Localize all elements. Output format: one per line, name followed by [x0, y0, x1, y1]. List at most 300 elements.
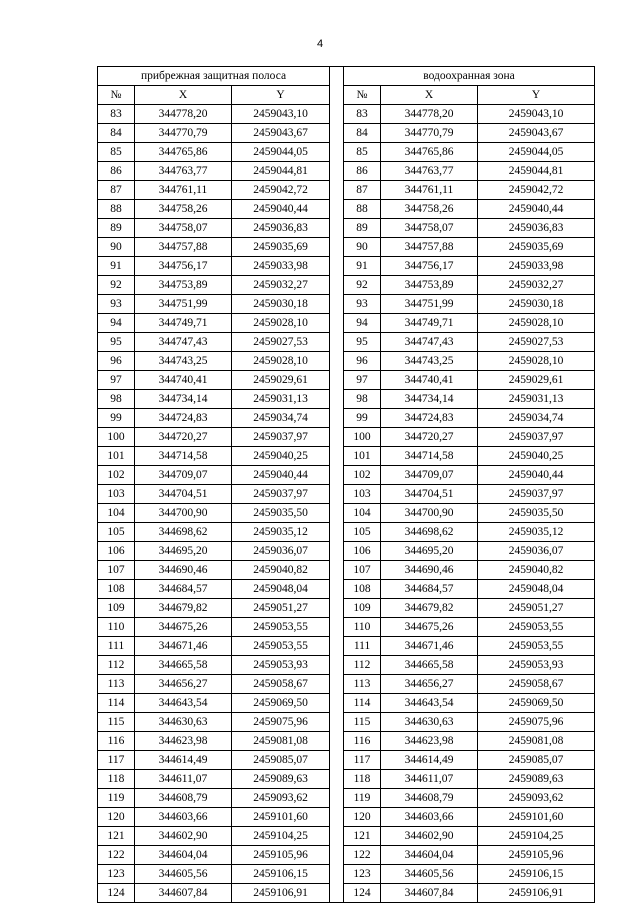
left-x-value: 344749,71 [135, 314, 232, 333]
right-y-value: 2459034,74 [478, 409, 595, 428]
right-y-value: 2459069,50 [478, 694, 595, 713]
table-row [98, 675, 595, 694]
left-y-value: 2459033,98 [232, 257, 330, 276]
column-gap [330, 732, 344, 751]
left-x-header: X [135, 86, 232, 105]
right-x-value: 344740,41 [381, 371, 478, 390]
right-y-value: 2459040,82 [478, 561, 595, 580]
right-point-number: 111 [344, 637, 381, 656]
right-y-value: 2459043,67 [478, 124, 595, 143]
right-y-value: 2459028,10 [478, 314, 595, 333]
right-y-value: 2459036,83 [478, 219, 595, 238]
right-x-value: 344602,90 [381, 827, 478, 846]
right-x-value: 344671,46 [381, 637, 478, 656]
right-point-number: 89 [344, 219, 381, 238]
left-x-value: 344758,07 [135, 219, 232, 238]
left-y-value: 2459037,97 [232, 485, 330, 504]
left-point-number: 108 [98, 580, 135, 599]
right-y-value: 2459105,96 [478, 846, 595, 865]
left-x-value: 344675,26 [135, 618, 232, 637]
left-y-value: 2459053,55 [232, 618, 330, 637]
column-gap [330, 694, 344, 713]
left-y-value: 2459029,61 [232, 371, 330, 390]
right-point-number: 120 [344, 808, 381, 827]
column-gap [330, 238, 344, 257]
right-x-value: 344690,46 [381, 561, 478, 580]
left-x-value: 344630,63 [135, 713, 232, 732]
column-gap [330, 67, 344, 86]
left-point-number: 114 [98, 694, 135, 713]
left-x-value: 344605,56 [135, 865, 232, 884]
right-x-value: 344656,27 [381, 675, 478, 694]
left-y-value: 2459048,04 [232, 580, 330, 599]
left-y-value: 2459069,50 [232, 694, 330, 713]
right-y-value: 2459044,05 [478, 143, 595, 162]
right-point-number: 113 [344, 675, 381, 694]
table-row [98, 143, 595, 162]
right-y-value: 2459028,10 [478, 352, 595, 371]
left-x-value: 344695,20 [135, 542, 232, 561]
column-gap [330, 314, 344, 333]
left-x-value: 344665,58 [135, 656, 232, 675]
left-x-value: 344756,17 [135, 257, 232, 276]
left-point-number: 102 [98, 466, 135, 485]
left-point-number: 92 [98, 276, 135, 295]
right-y-value: 2459101,60 [478, 808, 595, 827]
right-point-number: 97 [344, 371, 381, 390]
left-y-value: 2459040,44 [232, 200, 330, 219]
column-gap [330, 466, 344, 485]
column-gap [330, 504, 344, 523]
left-point-number: 85 [98, 143, 135, 162]
right-y-value: 2459036,07 [478, 542, 595, 561]
column-gap [330, 333, 344, 352]
left-point-number: 124 [98, 884, 135, 903]
right-y-value: 2459040,44 [478, 466, 595, 485]
column-gap [330, 542, 344, 561]
left-point-number: 104 [98, 504, 135, 523]
left-x-value: 344604,04 [135, 846, 232, 865]
right-y-value: 2459031,13 [478, 390, 595, 409]
right-y-value: 2459035,69 [478, 238, 595, 257]
right-point-number: 99 [344, 409, 381, 428]
right-x-value: 344684,57 [381, 580, 478, 599]
column-gap [330, 561, 344, 580]
table-row [98, 846, 595, 865]
left-point-number: 112 [98, 656, 135, 675]
table-row [98, 466, 595, 485]
column-gap [330, 827, 344, 846]
left-y-value: 2459037,97 [232, 428, 330, 447]
left-x-value: 344623,98 [135, 732, 232, 751]
left-point-number: 90 [98, 238, 135, 257]
right-x-value: 344704,51 [381, 485, 478, 504]
column-gap [330, 637, 344, 656]
left-point-number: 96 [98, 352, 135, 371]
right-x-value: 344751,99 [381, 295, 478, 314]
left-x-value: 344656,27 [135, 675, 232, 694]
left-x-value: 344770,79 [135, 124, 232, 143]
right-point-number: 93 [344, 295, 381, 314]
right-x-value: 344607,84 [381, 884, 478, 903]
column-gap [330, 105, 344, 124]
left-point-number: 107 [98, 561, 135, 580]
table-row [98, 162, 595, 181]
left-point-number: 115 [98, 713, 135, 732]
left-y-value: 2459035,69 [232, 238, 330, 257]
column-gap [330, 219, 344, 238]
column-gap [330, 162, 344, 181]
right-point-number: 88 [344, 200, 381, 219]
left-x-value: 344614,49 [135, 751, 232, 770]
right-x-value: 344611,07 [381, 770, 478, 789]
right-point-number: 108 [344, 580, 381, 599]
left-y-value: 2459085,07 [232, 751, 330, 770]
left-point-number: 113 [98, 675, 135, 694]
right-x-value: 344630,63 [381, 713, 478, 732]
left-y-value: 2459081,08 [232, 732, 330, 751]
right-y-value: 2459085,07 [478, 751, 595, 770]
right-point-number: 101 [344, 447, 381, 466]
left-y-value: 2459075,96 [232, 713, 330, 732]
table-row [98, 428, 595, 447]
table-row [98, 580, 595, 599]
left-x-value: 344698,62 [135, 523, 232, 542]
column-gap [330, 808, 344, 827]
column-gap [330, 846, 344, 865]
left-x-value: 344724,83 [135, 409, 232, 428]
left-point-number: 106 [98, 542, 135, 561]
left-x-value: 344602,90 [135, 827, 232, 846]
right-point-number: 117 [344, 751, 381, 770]
left-y-value: 2459053,55 [232, 637, 330, 656]
right-y-value: 2459035,12 [478, 523, 595, 542]
right-x-value: 344749,71 [381, 314, 478, 333]
right-x-value: 344709,07 [381, 466, 478, 485]
table-row [98, 599, 595, 618]
left-y-value: 2459040,25 [232, 447, 330, 466]
column-gap [330, 257, 344, 276]
right-point-number: 104 [344, 504, 381, 523]
column-gap [330, 485, 344, 504]
right-x-value: 344753,89 [381, 276, 478, 295]
right-point-number: 114 [344, 694, 381, 713]
left-y-value: 2459044,05 [232, 143, 330, 162]
left-y-value: 2459034,74 [232, 409, 330, 428]
column-gap [330, 86, 344, 105]
left-x-value: 344757,88 [135, 238, 232, 257]
left-y-value: 2459040,82 [232, 561, 330, 580]
right-x-value: 344770,79 [381, 124, 478, 143]
column-gap [330, 295, 344, 314]
left-y-value: 2459053,93 [232, 656, 330, 675]
right-point-number: 109 [344, 599, 381, 618]
table-row [98, 789, 595, 808]
right-point-number: 95 [344, 333, 381, 352]
left-y-value: 2459030,18 [232, 295, 330, 314]
right-x-header: X [381, 86, 478, 105]
table-row [98, 314, 595, 333]
table-row [98, 124, 595, 143]
left-point-number: 94 [98, 314, 135, 333]
right-point-number: 105 [344, 523, 381, 542]
right-point-number: 116 [344, 732, 381, 751]
table-row [98, 105, 595, 124]
column-gap [330, 428, 344, 447]
left-y-value: 2459036,83 [232, 219, 330, 238]
left-point-number: 121 [98, 827, 135, 846]
column-gap [330, 390, 344, 409]
left-point-number: 120 [98, 808, 135, 827]
left-x-value: 344751,99 [135, 295, 232, 314]
right-x-value: 344761,11 [381, 181, 478, 200]
right-y-value: 2459089,63 [478, 770, 595, 789]
right-y-value: 2459106,91 [478, 884, 595, 903]
left-x-value: 344714,58 [135, 447, 232, 466]
table-row [98, 219, 595, 238]
right-point-number: 92 [344, 276, 381, 295]
right-x-value: 344734,14 [381, 390, 478, 409]
table-row [98, 523, 595, 542]
table-row [98, 808, 595, 827]
table-row [98, 770, 595, 789]
left-point-number: 117 [98, 751, 135, 770]
right-x-value: 344608,79 [381, 789, 478, 808]
right-num-header: № [344, 86, 381, 105]
right-point-number: 106 [344, 542, 381, 561]
left-y-value: 2459105,96 [232, 846, 330, 865]
right-y-value: 2459104,25 [478, 827, 595, 846]
table-row [98, 352, 595, 371]
right-y-value: 2459030,18 [478, 295, 595, 314]
table-row [98, 485, 595, 504]
column-gap [330, 789, 344, 808]
left-point-number: 123 [98, 865, 135, 884]
left-point-number: 95 [98, 333, 135, 352]
coordinates-table [97, 66, 595, 903]
right-x-value: 344714,58 [381, 447, 478, 466]
right-x-value: 344757,88 [381, 238, 478, 257]
left-y-value: 2459044,81 [232, 162, 330, 181]
left-point-number: 116 [98, 732, 135, 751]
table-row [98, 618, 595, 637]
page-number: 4 [316, 38, 324, 50]
left-x-value: 344603,66 [135, 808, 232, 827]
table-row [98, 637, 595, 656]
left-point-number: 89 [98, 219, 135, 238]
right-y-value: 2459032,27 [478, 276, 595, 295]
left-point-number: 101 [98, 447, 135, 466]
right-point-number: 115 [344, 713, 381, 732]
left-x-value: 344684,57 [135, 580, 232, 599]
right-x-value: 344743,25 [381, 352, 478, 371]
right-y-value: 2459037,97 [478, 428, 595, 447]
right-point-number: 118 [344, 770, 381, 789]
table-row [98, 371, 595, 390]
column-gap [330, 143, 344, 162]
right-point-number: 119 [344, 789, 381, 808]
left-point-number: 110 [98, 618, 135, 637]
left-y-value: 2459093,62 [232, 789, 330, 808]
left-y-value: 2459035,50 [232, 504, 330, 523]
left-y-value: 2459028,10 [232, 314, 330, 333]
column-gap [330, 371, 344, 390]
column-gap [330, 200, 344, 219]
right-y-value: 2459058,67 [478, 675, 595, 694]
table-row [98, 409, 595, 428]
right-point-number: 90 [344, 238, 381, 257]
left-point-number: 88 [98, 200, 135, 219]
left-x-value: 344720,27 [135, 428, 232, 447]
right-point-number: 94 [344, 314, 381, 333]
right-point-number: 86 [344, 162, 381, 181]
right-y-value: 2459033,98 [478, 257, 595, 276]
right-point-number: 124 [344, 884, 381, 903]
left-y-value: 2459106,15 [232, 865, 330, 884]
right-y-value: 2459081,08 [478, 732, 595, 751]
right-y-value: 2459053,93 [478, 656, 595, 675]
column-gap [330, 770, 344, 789]
right-point-number: 100 [344, 428, 381, 447]
left-y-value: 2459040,44 [232, 466, 330, 485]
left-y-value: 2459051,27 [232, 599, 330, 618]
table-row [98, 504, 595, 523]
left-point-number: 97 [98, 371, 135, 390]
right-y-header: Y [478, 86, 595, 105]
right-y-value: 2459051,27 [478, 599, 595, 618]
table-row [98, 257, 595, 276]
right-point-number: 103 [344, 485, 381, 504]
table-row [98, 713, 595, 732]
right-point-number: 107 [344, 561, 381, 580]
left-point-number: 105 [98, 523, 135, 542]
left-y-value: 2459106,91 [232, 884, 330, 903]
table-row [98, 238, 595, 257]
right-y-value: 2459037,97 [478, 485, 595, 504]
left-y-value: 2459032,27 [232, 276, 330, 295]
left-point-number: 91 [98, 257, 135, 276]
left-x-value: 344643,54 [135, 694, 232, 713]
right-y-value: 2459053,55 [478, 637, 595, 656]
right-y-value: 2459048,04 [478, 580, 595, 599]
right-y-value: 2459106,15 [478, 865, 595, 884]
left-y-header: Y [232, 86, 330, 105]
left-y-value: 2459028,10 [232, 352, 330, 371]
table-row [98, 827, 595, 846]
left-point-number: 98 [98, 390, 135, 409]
column-gap [330, 523, 344, 542]
right-point-number: 96 [344, 352, 381, 371]
column-gap [330, 751, 344, 770]
left-y-value: 2459043,10 [232, 105, 330, 124]
left-x-value: 344753,89 [135, 276, 232, 295]
column-gap [330, 352, 344, 371]
left-y-value: 2459089,63 [232, 770, 330, 789]
right-point-number: 112 [344, 656, 381, 675]
right-zone-title: водоохранная зона [344, 67, 595, 86]
left-point-number: 103 [98, 485, 135, 504]
right-y-value: 2459053,55 [478, 618, 595, 637]
right-x-value: 344675,26 [381, 618, 478, 637]
left-x-value: 344704,51 [135, 485, 232, 504]
left-y-value: 2459101,60 [232, 808, 330, 827]
right-x-value: 344679,82 [381, 599, 478, 618]
left-point-number: 111 [98, 637, 135, 656]
left-x-value: 344763,77 [135, 162, 232, 181]
column-gap [330, 409, 344, 428]
left-point-number: 83 [98, 105, 135, 124]
table-row [98, 447, 595, 466]
left-num-header: № [98, 86, 135, 105]
right-point-number: 110 [344, 618, 381, 637]
table-row [98, 200, 595, 219]
left-x-value: 344700,90 [135, 504, 232, 523]
left-x-value: 344765,86 [135, 143, 232, 162]
left-point-number: 119 [98, 789, 135, 808]
table-row [98, 390, 595, 409]
left-y-value: 2459043,67 [232, 124, 330, 143]
column-gap [330, 580, 344, 599]
left-point-number: 93 [98, 295, 135, 314]
right-x-value: 344758,26 [381, 200, 478, 219]
left-y-value: 2459058,67 [232, 675, 330, 694]
right-x-value: 344700,90 [381, 504, 478, 523]
column-gap [330, 599, 344, 618]
left-point-number: 109 [98, 599, 135, 618]
right-x-value: 344756,17 [381, 257, 478, 276]
left-y-value: 2459027,53 [232, 333, 330, 352]
column-gap [330, 675, 344, 694]
right-y-value: 2459027,53 [478, 333, 595, 352]
right-x-value: 344605,56 [381, 865, 478, 884]
right-point-number: 102 [344, 466, 381, 485]
table-row [98, 732, 595, 751]
column-header-row [98, 86, 595, 105]
column-gap [330, 276, 344, 295]
right-y-value: 2459093,62 [478, 789, 595, 808]
left-x-value: 344761,11 [135, 181, 232, 200]
column-gap [330, 618, 344, 637]
right-x-value: 344603,66 [381, 808, 478, 827]
column-gap [330, 656, 344, 675]
column-gap [330, 181, 344, 200]
right-y-value: 2459040,25 [478, 447, 595, 466]
left-point-number: 100 [98, 428, 135, 447]
left-x-value: 344607,84 [135, 884, 232, 903]
right-x-value: 344643,54 [381, 694, 478, 713]
right-y-value: 2459035,50 [478, 504, 595, 523]
left-x-value: 344690,46 [135, 561, 232, 580]
right-x-value: 344778,20 [381, 105, 478, 124]
left-point-number: 99 [98, 409, 135, 428]
right-x-value: 344623,98 [381, 732, 478, 751]
right-point-number: 123 [344, 865, 381, 884]
right-y-value: 2459075,96 [478, 713, 595, 732]
column-gap [330, 447, 344, 466]
right-x-value: 344747,43 [381, 333, 478, 352]
left-x-value: 344709,07 [135, 466, 232, 485]
left-x-value: 344671,46 [135, 637, 232, 656]
right-x-value: 344758,07 [381, 219, 478, 238]
left-point-number: 87 [98, 181, 135, 200]
left-y-value: 2459104,25 [232, 827, 330, 846]
right-x-value: 344724,83 [381, 409, 478, 428]
right-point-number: 91 [344, 257, 381, 276]
table-row [98, 751, 595, 770]
left-x-value: 344743,25 [135, 352, 232, 371]
left-y-value: 2459035,12 [232, 523, 330, 542]
left-x-value: 344740,41 [135, 371, 232, 390]
